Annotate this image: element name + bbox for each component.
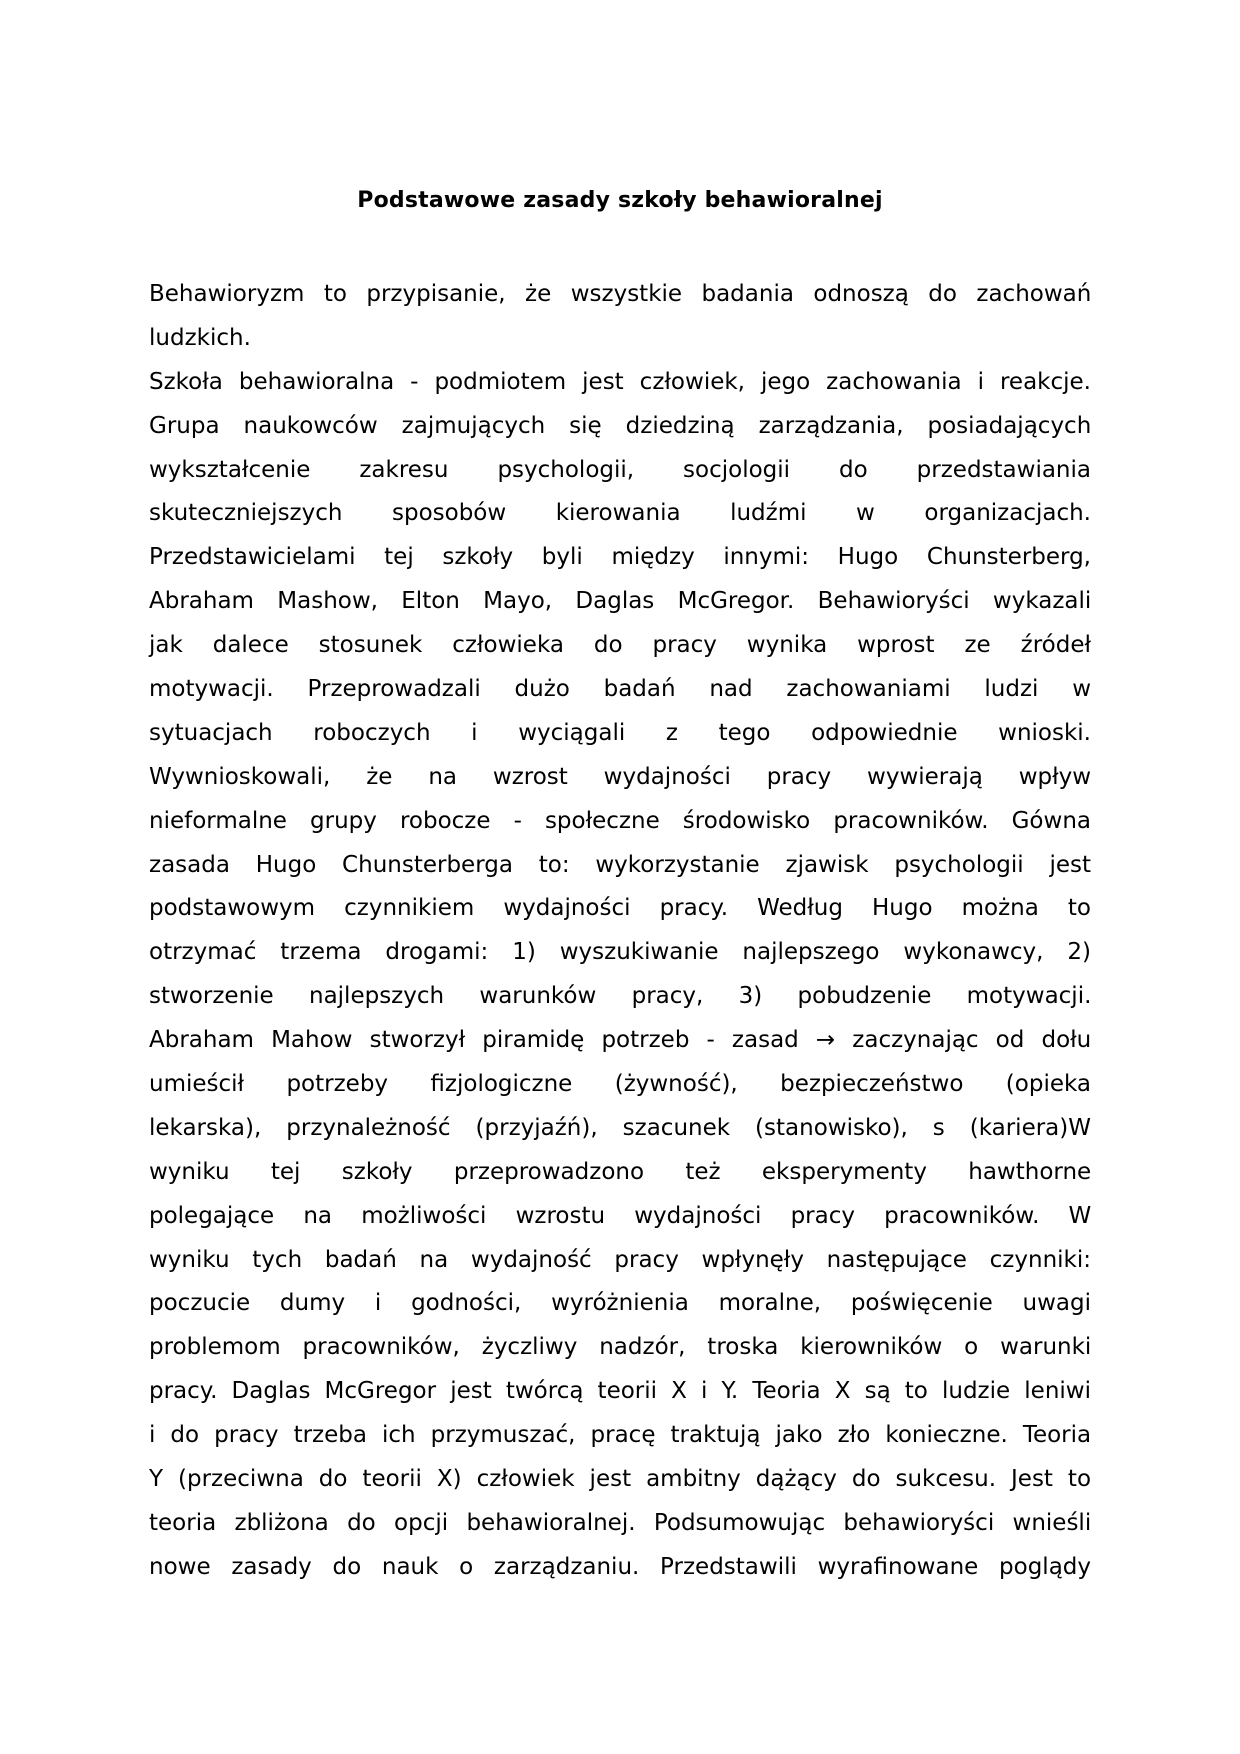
text-line: Abraham Mahow stworzył piramidę potrzeb - zasad → zaczynając od dołu	[149, 1027, 1092, 1054]
text-line: lekarska), przynależność (przyjaźń), szacunek (stanowisko), s (kariera)W	[149, 1114, 1091, 1141]
text-line: i do pracy trzeba ich przymuszać, pracę traktują jako zło konieczne. Teoria	[149, 1422, 1092, 1449]
text-line: zasada Hugo Chunsterberga to: wykorzystanie zjawisk psychologii jest	[149, 851, 1091, 878]
text-line: pracy. Daglas McGregor jest twórcą teorii X i Y. Teoria X są to ludzie leniwi	[149, 1378, 1091, 1405]
text-line: skuteczniejszych sposobów kierowania ludźmi w organizacjach.	[149, 500, 1091, 527]
text-line: poczucie dumy i godności, wyróżnienia moralne, poświęcenie uwagi	[149, 1290, 1091, 1317]
document-title: Podstawowe zasady szkoły behawioralnej	[357, 188, 883, 213]
text-line: Y (przeciwna do teorii X) człowiek jest ambitny dążący do sukcesu. Jest to	[149, 1466, 1092, 1493]
text-line: Przedstawicielami tej szkoły byli między innymi: Hugo Chunsterberg,	[149, 544, 1091, 571]
text-line: wyniku tych badań na wydajność pracy wpłynęły następujące czynniki:	[149, 1246, 1091, 1273]
text-line: ludzkich.	[149, 324, 251, 351]
text-line: problemom pracowników, życzliwy nadzór, troska kierowników o warunki	[149, 1334, 1092, 1361]
text-line: Szkoła behawioralna - podmiotem jest człowiek, jego zachowania i reakcje.	[149, 368, 1091, 395]
text-line: sytuacjach roboczych i wyciągali z tego odpowiednie wnioski.	[149, 719, 1091, 746]
text-line: umieścił potrzeby fizjologiczne (żywność), bezpieczeństwo (opieka	[149, 1071, 1091, 1098]
text-line: Behawioryzm to przypisanie, że wszystkie badania odnoszą do zachowań	[149, 281, 1092, 307]
text-line: podstawowym czynnikiem wydajności pracy. Według Hugo można to	[149, 895, 1091, 922]
text-line: teoria zbliżona do opcji behawioralnej. Podsumowując behawioryści wnieśli	[149, 1509, 1092, 1536]
text-line: jak dalece stosunek człowieka do pracy wynika wprost ze źródeł	[149, 632, 1091, 659]
text-line: polegające na możliwości wzrostu wydajności pracy pracowników. W	[149, 1202, 1092, 1229]
text-line: wykształcenie zakresu psychologii, socjologii do przedstawiania	[149, 456, 1091, 483]
text-line: nowe zasady do nauk o zarządzaniu. Przedstawili wyrafinowane poglądy	[149, 1553, 1091, 1580]
text-line: motywacji. Przeprowadzali dużo badań nad zachowaniami ludzi w	[149, 676, 1091, 703]
text-line: stworzenie najlepszych warunków pracy, 3) pobudzenie motywacji.	[149, 983, 1092, 1010]
text-line: Wywnioskowali, że na wzrost wydajności pracy wywierają wpływ	[149, 763, 1092, 790]
text-line: Abraham Mashow, Elton Mayo, Daglas McGregor. Behawioryści wykazali	[149, 588, 1092, 615]
document-body	[149, 273, 1091, 1590]
text-line: nieformalne grupy robocze - społeczne środowisko pracowników. Gówna	[149, 807, 1091, 834]
text-line: otrzymać trzema drogami: 1) wyszukiwanie najlepszego wykonawcy, 2)	[149, 939, 1091, 966]
text-line: wyniku tej szkoły przeprowadzono też eksperymenty hawthorne	[149, 1158, 1092, 1185]
text-line: Grupa naukowców zajmujących się dziedziną zarządzania, posiadających	[149, 412, 1092, 439]
